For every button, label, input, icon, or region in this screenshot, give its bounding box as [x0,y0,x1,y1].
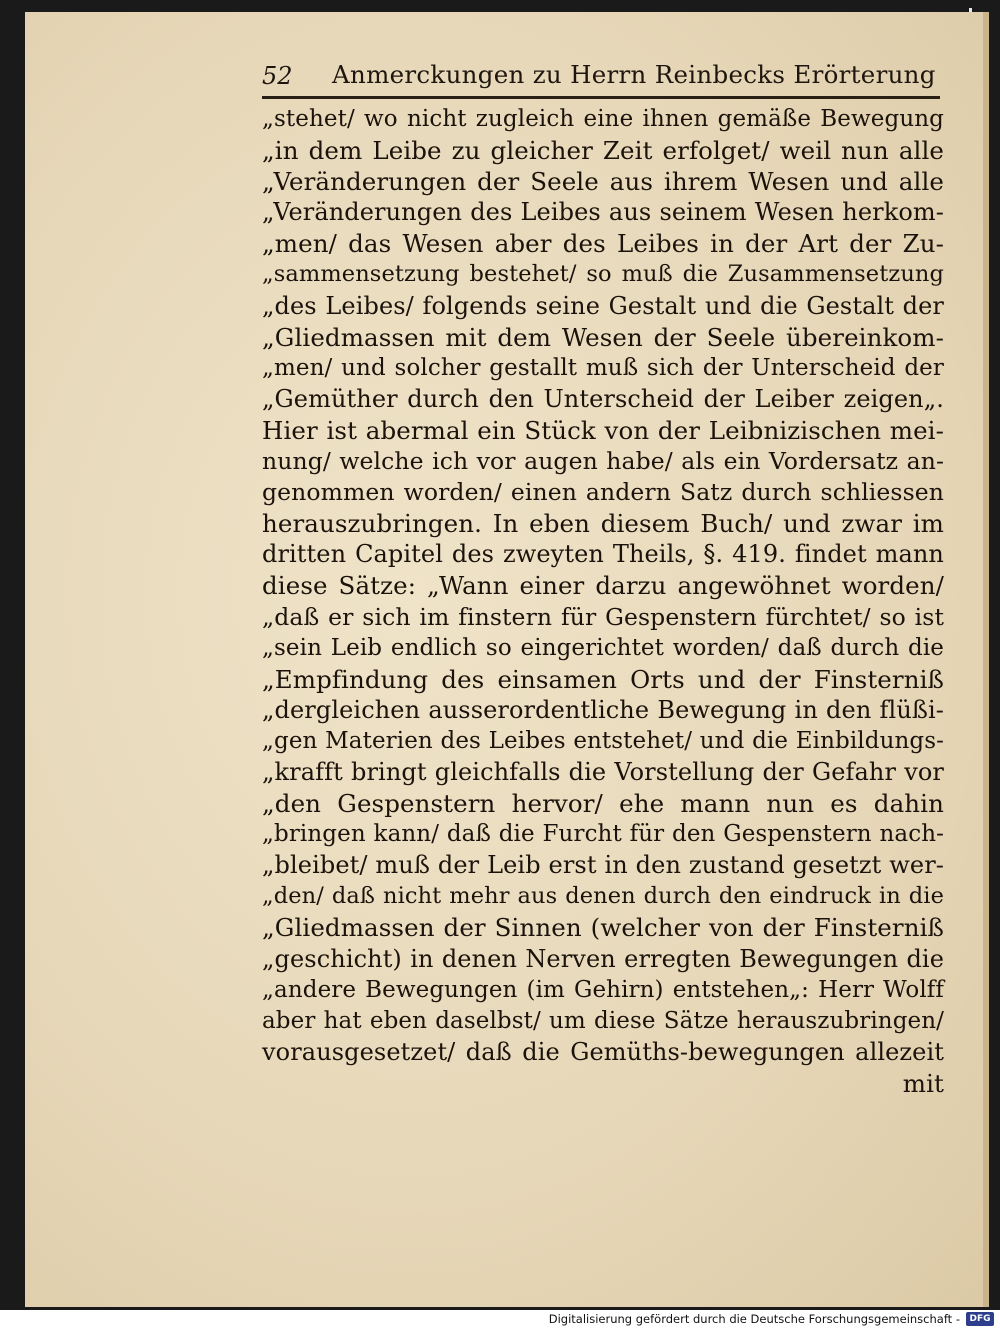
dfg-logo-icon: DFG [966,1312,994,1326]
text-line: „andere Bewegungen (im Gehirn) entstehen„: Herr Wolff [262,976,944,1003]
text-line: „dergleichen ausserordentliche Bewegung in den flüßi- [262,695,944,724]
text-line: genommen worden/ einen andern Satz durch schliessen [262,478,944,507]
text-line: „in dem Leibe zu gleicher Zeit erfolget/ weil nun alle [262,136,944,166]
text-line: „des Leibes/ folgends seine Gestalt und die Gestalt der [262,291,944,320]
text-line: „sammensetzung bestehet/ so muß die Zusammensetzung [262,261,944,288]
text-line: „Empfindung des einsamen Orts und der Finsterniß [262,664,944,694]
text-line: „Gliedmassen mit dem Wesen der Seele übereinkom- [262,322,944,352]
text-line: vorausgesetzet/ daß die Gemüths-bewegungen allezeit [262,1037,944,1066]
text-line: „daß er sich im finstern für Gespenstern fürchtet/ so ist [262,602,944,631]
page-number: 52 [262,62,293,90]
catchword: mit [902,1068,944,1098]
text-line: „men/ das Wesen aber des Leibes in der Art der Zu- [262,229,944,259]
text-line: herauszubringen. In eben diesem Buch/ und zwar im [262,509,944,539]
text-line: „bleibet/ muß der Leib erst in den zustand gesetzt wer- [262,851,944,880]
text-line: „stehet/ wo nicht zugleich eine ihnen gemäße Bewegung [262,106,944,132]
body-text [262,104,944,1099]
text-line: Hier ist abermal ein Stück von der Leibnizischen mei- [262,415,944,445]
text-line: „Gliedmassen der Sinnen (welcher von der Finsterniß [262,913,944,943]
text-line: „gen Materien des Leibes entstehet/ und die Einbildungs- [262,727,944,754]
text-line: dritten Capitel des zweyten Theils, §. 419. findet mann [262,540,944,569]
header-rule [262,96,940,99]
page-header [262,58,942,98]
text-line: „Gemüther durch den Unterscheid der Leiber zeigen„. [262,384,944,413]
text-line: „den Gespenstern hervor/ ehe mann nun es dahin [262,789,944,819]
text-line: „Veränderungen des Leibes aus seinem Wesen herkom- [262,198,944,227]
funding-credit: Digitalisierung gefördert durch die Deutsche Forschungsgemeinschaft - [548,1312,960,1326]
text-line: „den/ daß nicht mehr aus denen durch den eindruck in die [262,883,944,910]
text-line: „men/ und solcher gestallt muß sich der Unterscheid der [262,354,944,381]
text-line: diese Sätze: „Wann einer darzu angewöhnet worden/ [262,571,944,601]
text-line: aber hat eben daselbst/ um diese Sätze herauszubringen/ [262,1007,944,1034]
text-line: nung/ welche ich vor augen habe/ als ein Vordersatz an- [262,447,944,476]
text-line: „sein Leib endlich so eingerichtet worden/ daß durch die [262,634,944,661]
text-line: „Veränderungen der Seele aus ihrem Wesen und alle [262,167,944,197]
text-line: „krafft bringt gleichfalls die Vorstellung der Gefahr vor [262,757,944,786]
text-line: „bringen kann/ daß die Furcht für den Gespenstern nach- [262,821,944,848]
text-line: „geschicht) in denen Nerven erregten Bewegungen die [262,944,944,973]
running-title: Anmerckungen zu Herrn Reinbecks Erörterung [332,60,936,89]
digitization-footer [0,1310,1000,1329]
